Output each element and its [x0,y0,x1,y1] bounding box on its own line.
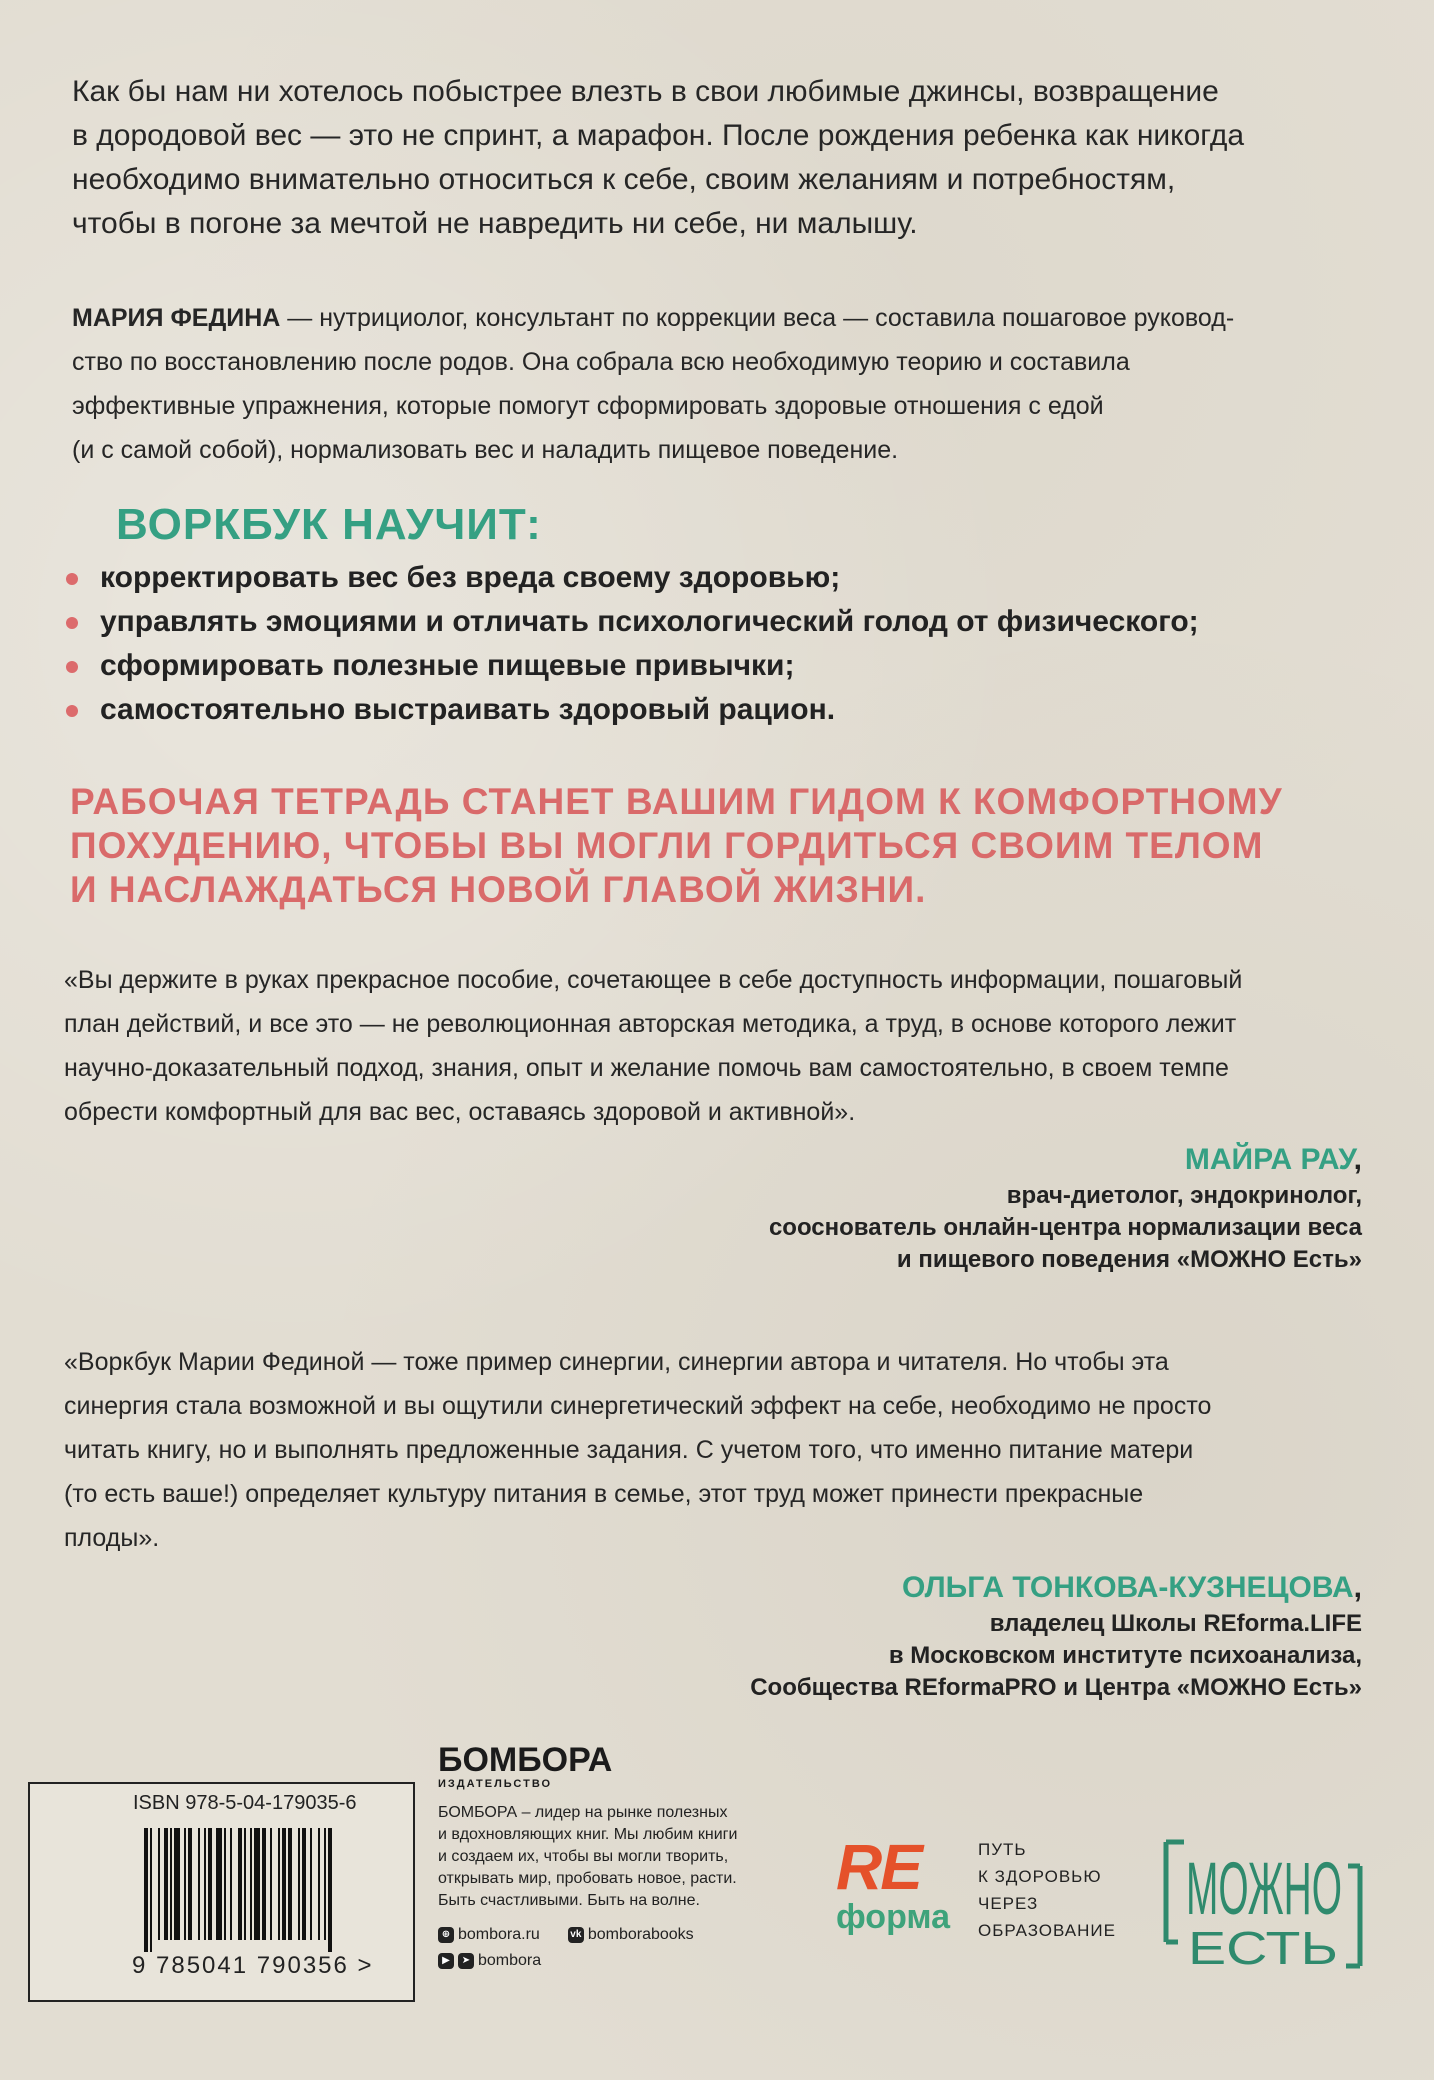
social-link[interactable]: bombora [478,1952,542,1969]
publisher-block [438,1742,778,1974]
quote-1 [64,958,1354,1134]
video-icon: ▶ [438,1953,454,1969]
bullet-dot-icon [66,573,78,585]
quote-author: ОЛЬГА ТОНКОВА-КУЗНЕЦОВА, [902,1571,1362,1604]
barcode-number: 9 785041 790356 > [132,1952,374,1979]
quote-line: план действий, и все это — не революционная авторская методика, а труд, в основе которого лежит [64,1010,1237,1038]
quote-2-signature [462,1568,1362,1704]
quote-author-role: Сообщества REformaPRO и Центра «МОЖНО Есть» [750,1674,1362,1701]
quote-line: обрести комфортный для вас вес, оставаясь здоровой и активной». [64,1098,856,1126]
intro-line: в дородовой вес — это не спринт, а марафон. После рождения ребенка как никогда [72,119,1245,152]
author-line: — нутрициолог, консультант по коррекции веса — составила пошаговое руковод- [280,304,1235,332]
vk-link[interactable]: bomborabooks [587,1926,694,1943]
quote-line: научно-доказательный подход, знания, опыт и желание помочь вам самостоятельно, в своем темпе [64,1054,1229,1082]
quote-line: «Вы держите в руках прекрасное пособие, сочетающее в себе доступность информации, пошаговый [64,966,1243,994]
reforma-word: форма [836,1898,951,1936]
intro-line: Как бы нам ни хотелось побыстрее влезть в свои любимые джинсы, возвращение [72,75,1219,108]
callout-line: РАБОЧАЯ ТЕТРАДЬ СТАНЕТ ВАШИМ ГИДОМ К КОМФОРТНОМУ [70,781,1283,822]
publisher-subtitle: ИЗДАТЕЛЬСТВО [438,1778,553,1790]
quote-line: синергия стала возможной и вы ощутили синергетический эффект на себе, необходимо не просто [64,1392,1212,1420]
list-item: корректировать вес без вреда своему здоровью; [66,556,1199,600]
globe-icon: ⊕ [438,1927,454,1943]
mozhno-word: МОЖНО [1186,1847,1342,1930]
vk-icon: vk [568,1927,584,1943]
quote-author-role: сооснователь онлайн-центра нормализации веса [768,1214,1362,1241]
quote-author-role: и пищевого поведения «МОЖНО Есть» [896,1246,1362,1273]
site-link[interactable]: bombora.ru [458,1926,540,1943]
quote-line: читать книгу, но и выполнять предложенные задания. С учетом того, что именно питание матери [64,1436,1194,1464]
quote-line: (то есть ваше!) определяет культуру питания в семье, этот труд может принести прекрасные [64,1480,1144,1508]
author-paragraph [72,296,1372,472]
intro-line: необходимо внимательно относиться к себе, своим желаниям и потребностям, [72,163,1176,196]
barcode-icon [144,1828,394,1952]
quote-author-role: в Московском институте психоанализа, [888,1642,1362,1669]
quote-1-signature [462,1140,1362,1276]
list-item: управлять эмоциями и отличать психологический голод от физического; [66,600,1199,644]
list-item: сформировать полезные пищевые привычки; [66,644,1199,688]
author-name: МАРИЯ ФЕДИНА [72,304,281,332]
telegram-icon: ➤ [458,1953,474,1969]
quote-author-role: врач-диетолог, эндокринолог, [1006,1182,1362,1209]
author-line: эффективные упражнения, которые помогут сформировать здоровые отношения с едой [72,392,1104,420]
author-line: ство по восстановлению после родов. Она собрала всю необходимую теорию и составила [72,348,1130,376]
publisher-socials [438,1922,778,1974]
quote-2 [64,1340,1354,1560]
reforma-re-mark: RE [836,1831,921,1903]
quote-line: «Воркбук Марии Фединой — тоже пример синергии, синергии автора и читателя. Но чтобы эта [64,1348,1169,1376]
quote-author-role: владелец Школы REforma.LIFE [989,1610,1362,1637]
callout-text [70,780,1370,912]
bullet-dot-icon [66,705,78,717]
mozhno-est-logo [1158,1838,1368,1970]
barcode-box [28,1782,415,2002]
bullet-dot-icon [66,661,78,673]
reforma-logo [836,1832,1116,1942]
isbn-text: ISBN 978-5-04-179035-6 [133,1792,357,1814]
est-word: ЕСТЬ [1188,1922,1338,1970]
publisher-description: БОМБОРА – лидер на рынке полезных и вдохновляющих книг. Мы любим книги и создаем их, чтобы вы могли творить, открывать мир, пробовать новое, расти. Быть счастливыми. Быть на волне. [438,1804,738,1909]
quote-line: плоды». [64,1524,160,1552]
list-item: самостоятельно выстраивать здоровый рацион. [66,688,1199,732]
learn-heading: ВОРКБУК НАУЧИТ: [116,500,542,549]
author-line: (и с самой собой), нормализовать вес и наладить пищевое поведение. [72,436,899,464]
callout-line: И НАСЛАЖДАТЬСЯ НОВОЙ ГЛАВОЙ ЖИЗНИ. [70,869,927,910]
intro-line: чтобы в погоне за мечтой не навредить ни себе, ни малышу. [72,207,918,240]
quote-author: МАЙРА РАУ, [1184,1143,1362,1176]
intro-paragraph [72,70,1372,246]
learn-list [66,556,1199,732]
reforma-tagline: ПУТЬ К ЗДОРОВЬЮ ЧЕРЕЗ ОБРАЗОВАНИЕ [978,1840,1116,1940]
callout-line: ПОХУДЕНИЮ, ЧТОБЫ ВЫ МОГЛИ ГОРДИТЬСЯ СВОИМ ТЕЛОМ [70,825,1264,866]
bullet-dot-icon [66,617,78,629]
publisher-logo: БОМБОРА [438,1741,613,1779]
